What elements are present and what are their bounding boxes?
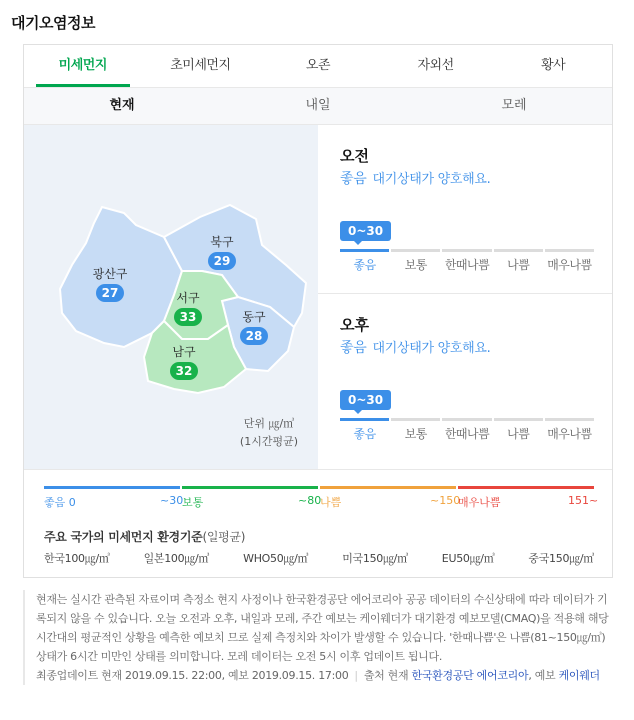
- source-mid: , 예보: [528, 669, 556, 682]
- standard-who: WHO50㎍/㎥: [243, 552, 309, 565]
- legend-normal: 보통: [182, 496, 204, 509]
- district-name: 남구: [172, 345, 196, 359]
- unit-note: (1시간평균): [239, 435, 298, 448]
- forecast-pm-title: 오후: [340, 316, 369, 334]
- standards-title-note: (일평균): [202, 530, 246, 544]
- grade-sometimes-bad: 한때나쁨: [442, 418, 491, 447]
- grade-good: 좋음: [340, 249, 389, 278]
- grade-sometimes-bad: 한때나쁨: [442, 249, 491, 278]
- forecast-pm-grade: 좋음: [340, 340, 367, 356]
- time-tabs: [24, 87, 612, 125]
- tab-now[interactable]: 현재: [109, 98, 135, 113]
- district-name: 북구: [210, 235, 234, 249]
- notes-text: 현재는 실시간 관측된 자료이며 측정소 현지 사정이나 한국환경공단 에어코리아 공공 데이터의 수신상태에 따라 데이터가 기록되지 않을 수 있습니다. 오늘 오전과 오후, 내일과 모레, 주간 예보는 케이웨더가 대기환경 예보모델(CMAQ)을 적용해 해당 시간대의 평균적인 상황을 예측한 예보치 므로 실제 측정치와 차이가 발생할 수 있습니다. '한때나쁨'은 나쁨(81~150㎍/㎥)상태가 6시간 미만인 상태를 의미합니다. 모레 데이터는 오전 5시 이후 업데이트 됩니다.: [36, 593, 609, 663]
- source-prefix: 출처 현재: [363, 669, 409, 682]
- legend-segment-very-bad: [458, 486, 594, 489]
- forecast-am-message: 대기상태가 양호해요.: [372, 172, 491, 187]
- district-name: 광산구: [92, 267, 128, 281]
- grade-bad: 나쁨: [494, 418, 543, 447]
- standard-china: 중국150㎍/㎥: [528, 552, 594, 565]
- tab-ultrafine-dust[interactable]: 초미세먼지: [170, 58, 231, 73]
- notes: [23, 590, 613, 685]
- grade-normal: 보통: [391, 418, 440, 447]
- legend-good: 좋음 0: [44, 496, 76, 509]
- forecast-am-grade-bar: [340, 249, 594, 278]
- tab-tomorrow[interactable]: 내일: [305, 98, 331, 113]
- update-info: 최종업데이트 현재 2019.09.15. 22:00, 예보 2019.09.15. 17:00 | 출처 현재 한국환경공단 에어코리아, 예보 케이웨더: [36, 669, 600, 682]
- district-value: 32: [170, 362, 198, 380]
- district-dong[interactable]: [224, 309, 284, 345]
- legend-segment-normal: [182, 486, 318, 489]
- unit-label: 단위 ㎍/㎥: [243, 417, 295, 430]
- tab-day-after[interactable]: 모레: [501, 98, 527, 113]
- forecast-am-range: 0~30: [340, 221, 391, 241]
- forecast-pm-status: [340, 337, 490, 357]
- district-gwangsan[interactable]: [80, 266, 140, 302]
- forecast-am-title: 오전: [340, 147, 369, 165]
- forecast-am-status: [340, 168, 490, 188]
- grade-good: 좋음: [340, 418, 389, 447]
- district-seo[interactable]: [158, 290, 218, 326]
- forecast-am: [318, 125, 612, 293]
- district-buk[interactable]: [192, 234, 252, 270]
- district-name: 서구: [176, 291, 200, 305]
- legend-labels: [44, 494, 599, 510]
- legend-bad: 나쁨: [320, 496, 342, 509]
- legend-30: ~30: [160, 494, 184, 507]
- forecast-pm-range: 0~30: [340, 390, 391, 410]
- standard-japan: 일본100㎍/㎥: [143, 552, 210, 565]
- forecast-pm-grade-bar: [340, 418, 594, 447]
- legend-segment-good: [44, 486, 180, 489]
- district-nam[interactable]: [154, 344, 214, 380]
- district-value: 28: [240, 327, 268, 345]
- tab-yellow-dust[interactable]: 황사: [541, 58, 566, 73]
- legend-segment-bad: [320, 486, 456, 489]
- legend-80: ~80: [298, 494, 322, 507]
- tab-fine-dust[interactable]: 미세먼지: [24, 45, 142, 87]
- legend-bar: [44, 486, 594, 489]
- unit-info: [240, 415, 298, 451]
- air-quality-card: [23, 44, 613, 578]
- forecast-am-grade: 좋음: [340, 171, 367, 187]
- district-value: 29: [208, 252, 236, 270]
- tab-uv[interactable]: 자외선: [417, 58, 454, 73]
- district-value: 33: [174, 308, 202, 326]
- grade-very-bad: 매우나쁨: [545, 418, 594, 447]
- district-value: 27: [96, 284, 124, 302]
- source-link-kweather[interactable]: 케이웨더: [558, 669, 600, 682]
- legend-151: 151~: [568, 494, 599, 507]
- standard-korea: 한국100㎍/㎥: [44, 552, 110, 565]
- forecast-pm: [318, 294, 612, 469]
- grade-very-bad: 매우나쁨: [545, 249, 594, 278]
- district-map: [24, 125, 318, 469]
- standards-list: [44, 550, 594, 566]
- grade-bad: 나쁨: [494, 249, 543, 278]
- update-time: 최종업데이트 현재 2019.09.15. 22:00, 예보 2019.09.15. 17:00: [36, 669, 349, 682]
- page-title: 대기오염정보: [11, 14, 95, 32]
- source-link-airkorea[interactable]: 한국환경공단 에어코리아: [411, 669, 529, 682]
- standard-eu: EU50㎍/㎥: [441, 552, 495, 565]
- tab-ozone[interactable]: 오존: [305, 58, 331, 73]
- legend-area: [24, 469, 612, 577]
- forecast-pm-message: 대기상태가 양호해요.: [372, 341, 491, 356]
- district-name: 동구: [242, 310, 266, 324]
- pollutant-tabs: [24, 45, 612, 87]
- standard-usa: 미국150㎍/㎥: [342, 552, 408, 565]
- legend-150: ~150: [430, 494, 461, 507]
- legend-very-bad: 매우나쁨: [458, 496, 501, 509]
- grade-normal: 보통: [391, 249, 440, 278]
- standards-title: 주요 국가의 미세먼지 환경기준(일평균): [44, 530, 246, 544]
